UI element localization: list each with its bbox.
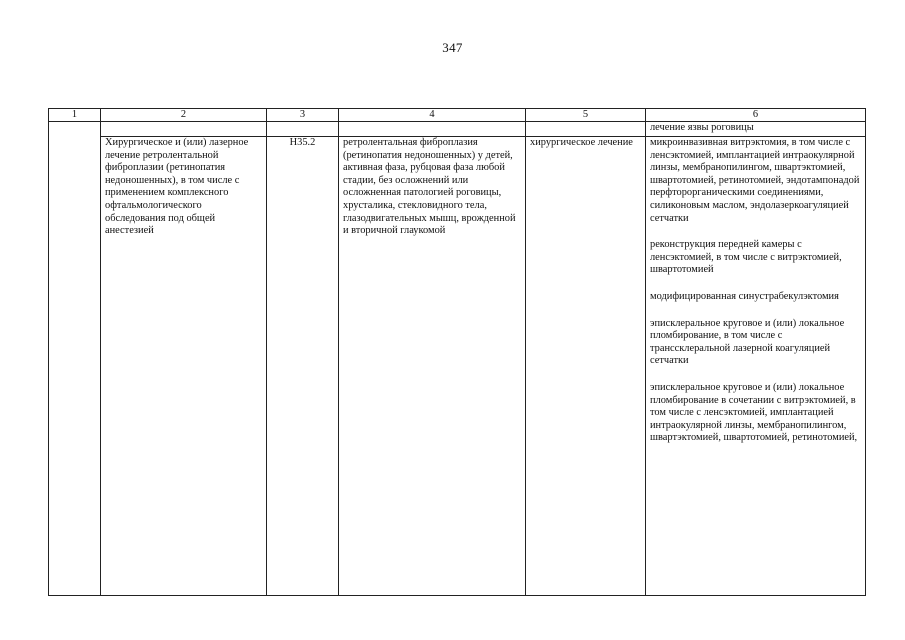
treatment-method-item: эписклеральное круговое и (или) локальное пломбирование, в том числе с транссклеральной лазерной коагуляцией сетчатки: [650, 317, 845, 367]
continuation-cell-5: [526, 122, 646, 137]
treatment-method-item: эписклеральное круговое и (или) локальное пломбирование в сочетании с витрэктомией, в том числе с ленсэктомией, имплантацией интраокулярной линзы, мембранопилингом, швартэктомией, швартотомией, ретинотомией,: [650, 381, 858, 444]
column-header-4: 4: [339, 109, 526, 122]
continuation-cell-4: [339, 122, 526, 137]
treatment-method-item: модифицированная синустрабекулэктомия: [650, 290, 839, 302]
treatment-method-item: реконструкция передней камеры с ленсэктомией, в том числе с витрэктомией, швартотомией: [650, 239, 842, 276]
continuation-treatment: лечение язвы роговицы: [646, 122, 866, 137]
table-row: [49, 137, 866, 596]
continuation-row: [49, 122, 866, 137]
column-header-3: 3: [267, 109, 339, 122]
treatment-type-description: Хирургическое и (или) лазерное лечение ретролентальной фиброплазии (ретинопатия недоношенных), в том числе с применением комплексного офтальмологического обследования под общей анестезией: [101, 137, 267, 596]
continuation-cell-2: [101, 122, 267, 137]
table-header-row: [49, 109, 866, 122]
column-header-6: 6: [646, 109, 866, 122]
treatment-kind: хирургическое лечение: [526, 137, 646, 596]
treatment-methods: [646, 137, 866, 596]
column-header-2: 2: [101, 109, 267, 122]
continuation-cell-3: [267, 122, 339, 137]
page-number: 347: [442, 40, 463, 55]
row-number-cell: [49, 122, 101, 596]
treatment-table: [48, 108, 866, 596]
icd-code: H35.2: [267, 137, 339, 596]
column-header-5: 5: [526, 109, 646, 122]
column-header-1: 1: [49, 109, 101, 122]
treatment-method-item: микроинвазивная витрэктомия, в том числе с ленсэктомией, имплантацией интраокулярной линзы, мембранопилингом, швартэктомией, швартотомией, ретинотомией, эндотампонадой перфторорганическими соединениями, силиконовым маслом, эндолазеркоагуляцией сетчатки: [650, 137, 860, 224]
disease-model: ретролентальная фиброплазия (ретинопатия недоношенных) у детей, активная фаза, рубцовая фаза любой стадии, без осложнений или осложненная патологией роговицы, хрусталика, стекловидного тела, глазодвигательных мышц, врожденной и вторичной глаукомой: [339, 137, 526, 596]
